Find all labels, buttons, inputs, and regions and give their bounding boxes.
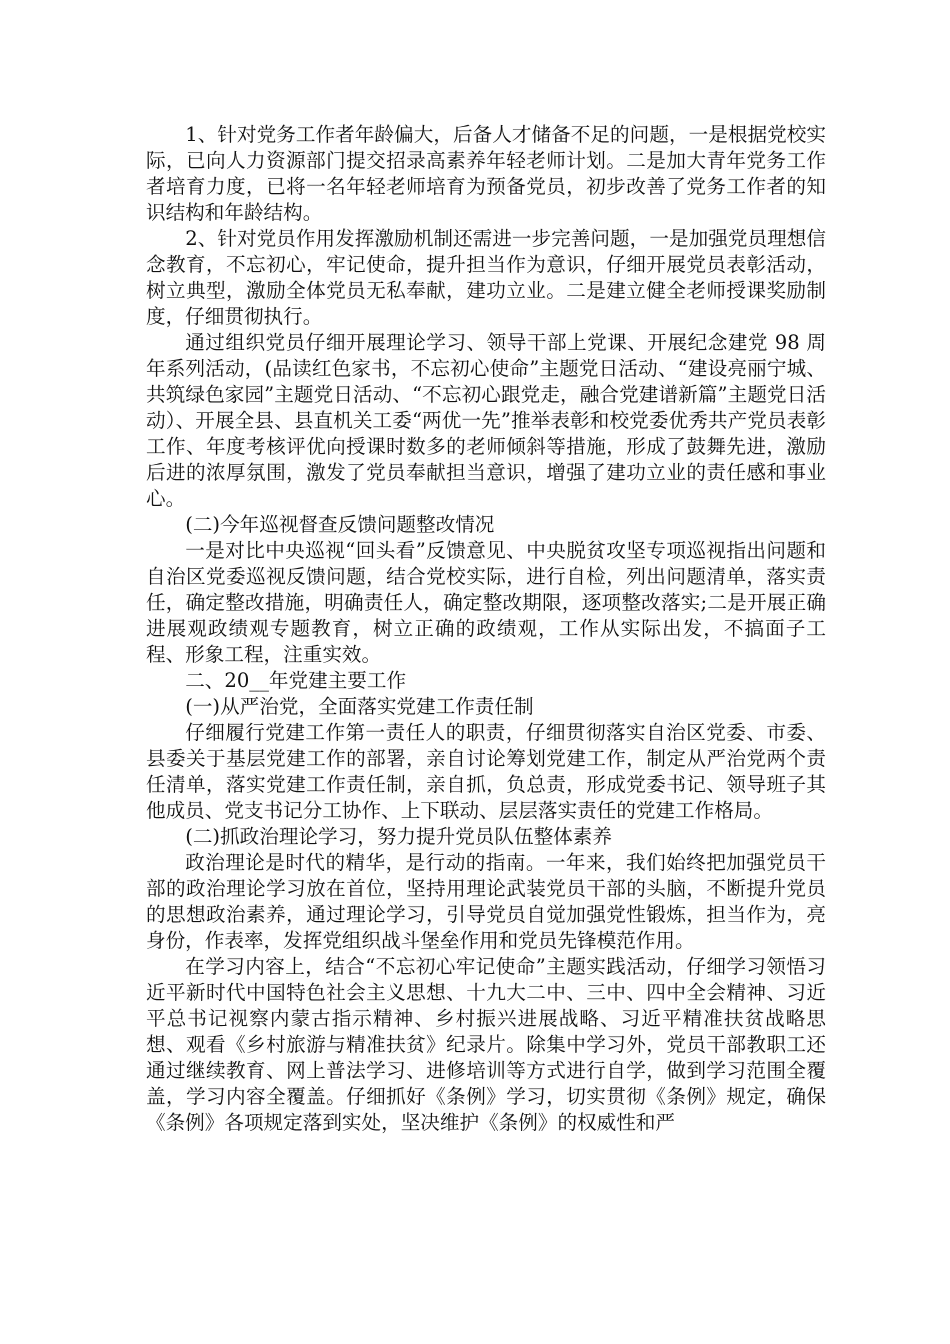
paragraph-6: 政治理论是时代的精华，是行动的指南。一年来，我们始终把加强党员干部的政治理论学习放在首位，坚持用理论武装党员干部的头脑，不断提升党员的思想政治素养，通过理论学习，引导党员自觉加强党性锻炼，担当作为，亮身份，作表率，发挥党组织战斗堡垒作用和党员先锋模范作用。 <box>146 851 826 952</box>
subheading-political-study: (二)抓政治理论学习，努力提升党员队伍整体素养 <box>185 825 612 848</box>
document-body <box>146 122 826 1136</box>
paragraph-7: 在学习内容上，结合“不忘初心牢记使命”主题实践活动，仔细学习领悟习近平新时代中国特色社会主义思想、十九大二中、三中、四中全会精神、习近平总书记视察内蒙古指示精神、乡村振兴进展战略、习近平精准扶贫战略思想、观看《乡村旅游与精准扶贫》纪录片。除集中学习外，党员干部教职工还通过继续教育、网上普法学习、进修培训等方式进行自学，做到学习范围全覆盖，学习内容全覆盖。仔细抓好《条例》学习，切实贯彻《条例》规定，确保《条例》各项规定落到实处，坚决维护《条例》的权威性和严 <box>146 955 826 1134</box>
subheading-strict-governance: (一)从严治党，全面落实党建工作责任制 <box>185 695 534 718</box>
paragraph-5: 仔细履行党建工作第一责任人的职责，仔细贯彻落实自治区党委、市委、县委关于基层党建工作的部署，亲自讨论筹划党建工作，制定从严治党两个责任清单，落实党建工作责任制，亲自抓，负总责，形成党委书记、领导班子其他成员、党支书记分工协作、上下联动、层层落实责任的党建工作格局。 <box>146 721 826 822</box>
section-heading-inspection: (二)今年巡视督查反馈问题整改情况 <box>185 513 495 536</box>
paragraph-3: 通过组织党员仔细开展理论学习、领导干部上党课、开展纪念建党 98 周年系列活动，(品读红色家书，不忘初心使命”主题党日活动、“建设亮丽宁城、共筑绿色家园”主题党日活动、“不忘初心跟党走，融合党建谱新篇”主题党日活动）、开展全县、县直机关工委“两优一先”推举表彰和校党委优秀共产党员表彰工作、年度考核评优向授课时数多的老师倾斜等措施，形成了鼓舞先进，激励后进的浓厚氛围，激发了党员奉献担当意识，增强了建功立业的责任感和事业心。 <box>146 331 826 510</box>
paragraph-2: 2、针对党员作用发挥激励机制还需进一步完善问题，一是加强党员理想信念教育，不忘初心，牢记使命，提升担当作为意识，仔细开展党员表彰活动，树立典型，激励全体党员无私奉献，建功立业。二是建立健全老师授课奖励制度，仔细贯彻执行。 <box>146 227 826 328</box>
paragraph-4: 一是对比中央巡视“回头看”反馈意见、中央脱贫攻坚专项巡视指出问题和自治区党委巡视反馈问题，结合党校实际，进行自检，列出问题清单，落实责任，确定整改措施，明确责任人，确定整改期限，逐项整改落实;二是开展正确进展观政绩观专题教育，树立正确的政绩观，工作从实际出发，不搞面子工程、形象工程，注重实效。 <box>146 539 826 666</box>
section-heading-main-work: 二、20__年党建主要工作 <box>185 669 407 692</box>
paragraph-1: 1、针对党务工作者年龄偏大，后备人才储备不足的问题，一是根据党校实际，已向人力资源部门提交招录高素养年轻老师计划。二是加大青年党务工作者培育力度，已将一名年轻老师培育为预备党员，初步改善了党务工作者的知识结构和年龄结构。 <box>146 123 826 224</box>
